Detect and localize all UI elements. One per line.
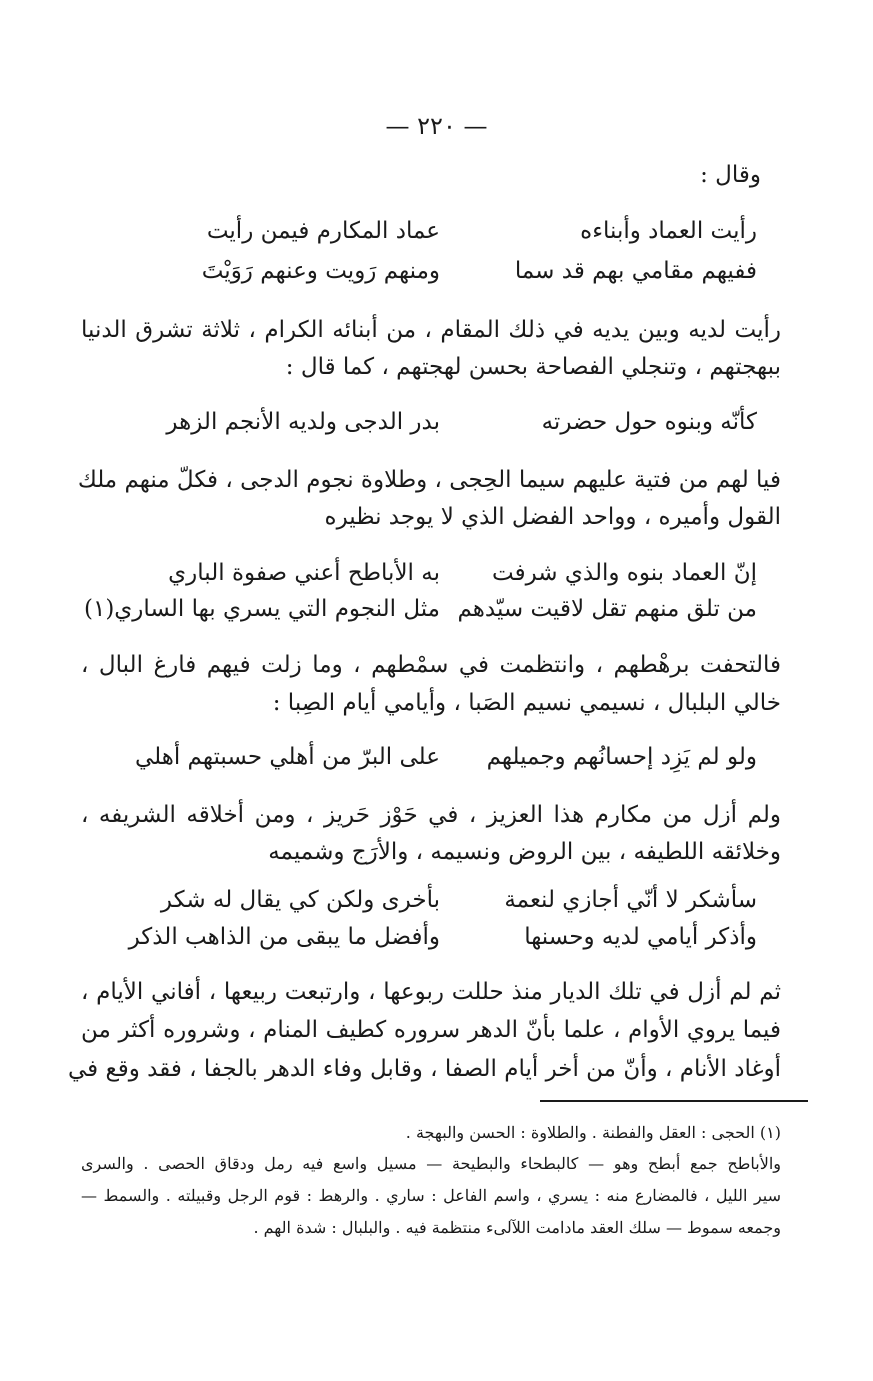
paragraph-5-line-2: فيما يروي الأوام ، علما بأنّ الدهر سروره كطيف المنام ، وشروره أكثر من (81, 1017, 781, 1043)
verse-4-right-hemistich: ولو لم يَزِد إحسانُهم وجميلهم (486, 744, 757, 770)
verse-5a-right-hemistich: سأشكر لا أنّي أجازي لنعمة (504, 887, 757, 913)
footnote-line-4: وجمعه سموط — سلك العقد مادامت اللآلىء منتظمة فيه . والبلبال : شدة الهم . (253, 1218, 781, 1237)
verse-2-left-hemistich: بدر الدجى ولديه الأنجم الزهر (166, 409, 440, 435)
footnote-line-2: والأباطح جمع أبطح وهو — كالبطحاء والبطيحة — مسيل واسع فيه رمل ودقاق الحصى . والسرى (81, 1154, 782, 1173)
verse-1a-left-hemistich: عماد المكارم فيمن رأيت (206, 218, 440, 244)
verse-1b-left-hemistich: ومنهم رَويت وعنهم رَوَيْتَ (201, 258, 440, 284)
verse-3b-left-hemistich: مثل النجوم التي يسري بها الساري(١) (83, 596, 440, 622)
page-number: — ٢٢٠ — (385, 112, 488, 140)
paragraph-3-line-1: فالتحفت برهْطهم ، وانتظمت في سمْطهم ، وما زلت فيهم فارغ البال ، (81, 652, 781, 678)
paragraph-1-line-2: ببهجتهم ، وتنجلي الفصاحة بحسن لهجتهم ، كما قال : (285, 354, 781, 380)
verse-5a-left-hemistich: بأخرى ولكن كي يقال له شكر (160, 887, 440, 913)
verse-3a-right-hemistich: إنّ العماد بنوه والذي شرفت (492, 560, 757, 586)
verse-5b-left-hemistich: وأفضل ما يبقى من الذاهب الذكر (128, 924, 440, 950)
footnote-line-3: سير الليل ، فالمضارع منه : يسري ، واسم الفاعل : ساري . والرهط : قوم الرجل وقبيلته . والسمط — (81, 1186, 781, 1205)
verse-1b-right-hemistich: ففيهم مقامي بهم قد سما (514, 258, 757, 284)
paragraph-5-line-3: أوغاد الأنام ، وأنّ من أخر أيام الصفا ، وقابل وفاء الدهر بالجفا ، فقد وقع في (68, 1056, 781, 1082)
paragraph-3-line-2: خالي البلبال ، نسيمي نسيم الصَبا ، وأيامي أيام الصِبا : (272, 690, 781, 716)
verse-4-left-hemistich: على البرّ من أهلي حسبتهم أهلي (134, 744, 440, 770)
footnote-1: (١) الحجى : العقل والفطنة . والطلاوة : الحسن والبهجة . (405, 1123, 781, 1142)
paragraph-2-line-1: فيا لهم من فتية عليهم سيما الحِجى ، وطلاوة نجوم الدجى ، فكلّ منهم ملك (77, 467, 781, 493)
paragraph-4-line-2: وخلائقه اللطيفه ، بين الروض ونسيمه ، والأرَج وشميمه (268, 839, 781, 865)
verse-3a-left-hemistich: به الأباطح أعني صفوة الباري (168, 560, 440, 586)
verse-3b-right-hemistich: من تلق منهم تقل لاقيت سيّدهم (457, 596, 757, 622)
verse-1a-right-hemistich: رأيت العماد وأبناءه (580, 218, 757, 244)
paragraph-1-line-1: رأيت لديه وبين يديه في ذلك المقام ، من أبنائه الكرام ، ثلاثة تشرق الدنيا (81, 317, 781, 343)
paragraph-2-line-2: القول وأميره ، وواحد الفضل الذي لا يوجد نظيره (324, 504, 781, 530)
paragraph-4-line-1: ولم أزل من مكارم هذا العزيز ، في حَوْز حَريز ، ومن أخلاقه الشريفه ، (81, 802, 781, 828)
footnote-separator (540, 1100, 808, 1102)
verse-2-right-hemistich: كأنّه وبنوه حول حضرته (541, 409, 757, 435)
intro-line: وقال : (700, 162, 761, 188)
verse-5b-right-hemistich: وأذكر أيامي لديه وحسنها (524, 924, 757, 950)
paragraph-5-line-1: ثم لم أزل في تلك الديار منذ حللت ربوعها ، وارتبعت ربيعها ، أفاني الأيام ، (81, 979, 781, 1005)
